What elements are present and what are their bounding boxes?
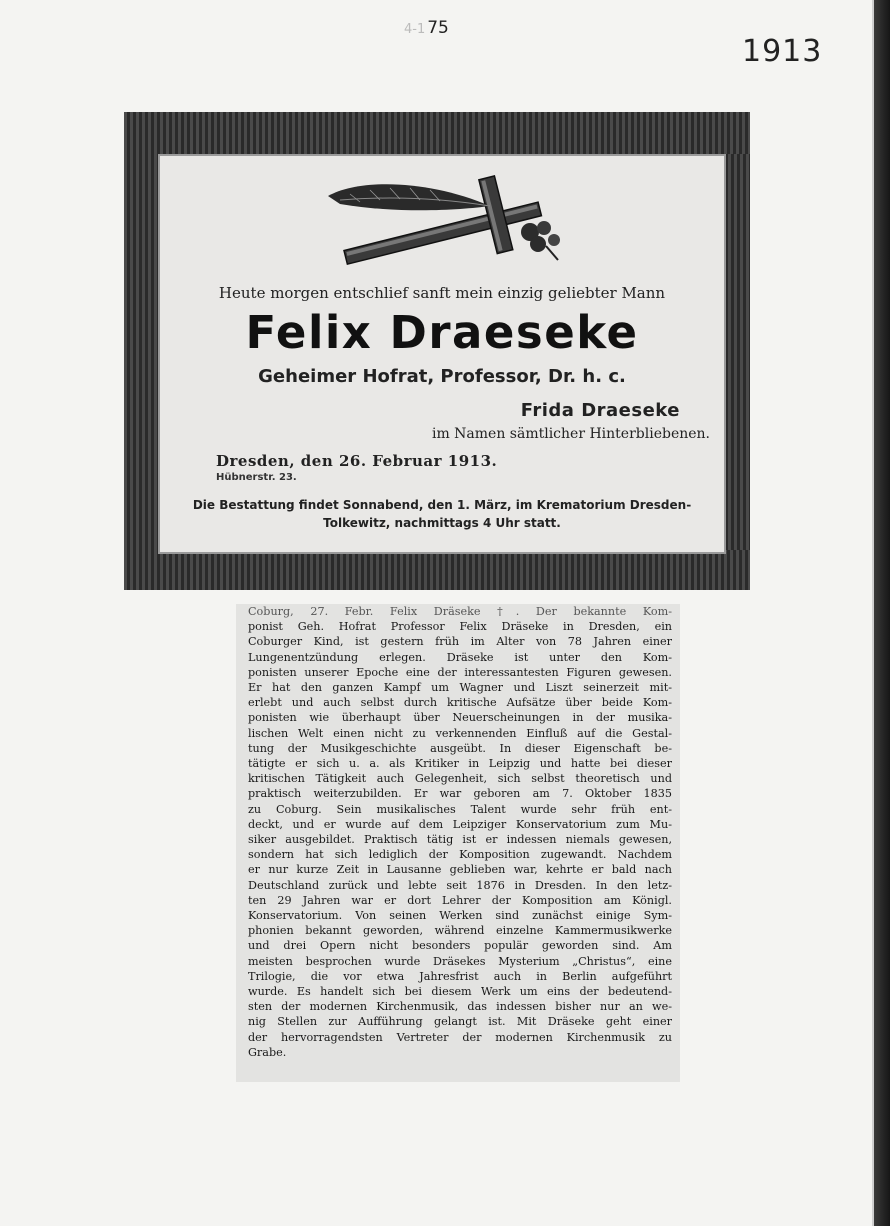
clipping-line: Konservatorium. Von seinen Werken sind zunächst einige Sym-: [248, 909, 672, 923]
clipping-line: ten 29 Jahren war er dort Lehrer der Komposition am Königl.: [248, 893, 672, 907]
clipping-line: Coburg, 27. Febr. Felix Dräseke †. Der bekannte Kom-: [248, 605, 672, 618]
year-annotation: 1913: [742, 34, 823, 69]
clipping-line: ponist Geh. Hofrat Professor Felix Dräseke in Dresden, ein: [248, 620, 672, 634]
newspaper-clipping: [236, 604, 680, 1082]
on-behalf-text: im Namen sämtlicher Hinterbliebenen.: [431, 426, 710, 442]
clipping-line: wurde. Es handelt sich bei diesem Werk um eins der bedeutend-: [248, 985, 672, 999]
clipping-line: tätigte er sich u. a. als Kritiker in Leipzig und hatte bei dieser: [248, 757, 672, 771]
clipping-line: siker ausgebildet. Praktisch tätig ist er indessen niemals gewesen,: [248, 833, 672, 847]
clipping-line: Trilogie, die vor etwa Jahresfrist auch in Berlin aufgeführt: [248, 969, 672, 983]
clipping-line: phonien bekannt geworden, während einzelne Kammermusikwerke: [248, 924, 672, 938]
widow-name: Frida Draeseke: [520, 400, 680, 421]
address: Hübnerstr. 23.: [216, 472, 297, 483]
funeral-info-line: Die Bestattung findet Sonnabend, den 1. März, im Krematorium Dresden-: [192, 498, 692, 512]
death-notice-clipping: [124, 112, 750, 590]
clipping-line: meisten besprochen wurde Dräsekes Mysterium „Christus“, eine: [248, 954, 672, 968]
notice-border-top: [124, 112, 750, 154]
clipping-line: sten der modernen Kirchenmusik, das indessen bisher nur an we-: [248, 1000, 672, 1014]
clipping-line: sondern hat sich lediglich der Komposition zugewandt. Nachdem: [248, 848, 672, 862]
clipping-line: deckt, und er wurde auf dem Leipziger Konservatorium zum Mu-: [248, 817, 672, 831]
clipping-line: nig Stellen zur Aufführung gelangt ist. Mit Dräseke geht einer: [248, 1015, 672, 1029]
funeral-info: [170, 496, 714, 532]
page-number-annotation: [404, 18, 449, 38]
place-date: Dresden, den 26. Februar 1913.: [216, 452, 498, 470]
clipping-line: Deutschland zurück und lebte seit 1876 in Dresden. In den letz-: [248, 878, 672, 892]
notice-border-left: [124, 154, 158, 550]
clipping-line: ponisten wie überhaupt über Neuerscheinungen in der musika-: [248, 711, 672, 725]
clipping-line: und drei Opern nicht besonders populär geworden sind. Am: [248, 939, 672, 953]
cross-with-palm-icon: [320, 166, 580, 266]
clipping-line: Coburger Kind, ist gestern früh im Alter von 78 Jahren einer: [248, 635, 672, 649]
deceased-name: Felix Draeseke: [245, 306, 639, 359]
notice-border-bottom: [124, 550, 750, 590]
funeral-info-line: Tolkewitz, nachmittags 4 Uhr statt.: [323, 516, 561, 530]
clipping-line: er nur kurze Zeit in Lausanne geblieben war, kehrte er bald nach: [248, 863, 672, 877]
page-number-faint: 4-1: [404, 22, 426, 37]
clipping-line: ponisten unserer Epoche eine der interessantesten Figuren gewesen.: [248, 665, 672, 679]
page-number-value: 75: [427, 18, 449, 38]
clipping-line: zu Coburg. Sein musikalisches Talent wurde sehr früh ent-: [248, 802, 672, 816]
notice-panel: [158, 154, 726, 554]
clipping-line: lischen Welt einen nicht zu verkennenden Einfluß auf die Gestal-: [248, 726, 672, 740]
clipping-line: erlebt und auch selbst durch kritische Aufsätze über beide Kom-: [248, 696, 672, 710]
clipping-line: Grabe.: [248, 1045, 287, 1059]
clipping-line: Er hat den ganzen Kampf um Wagner und Liszt seinerzeit mit-: [248, 681, 672, 695]
deceased-titles: Geheimer Hofrat, Professor, Dr. h. c.: [258, 366, 626, 387]
notice-border-right: [722, 154, 750, 550]
clipping-line: Lungenentzündung erlegen. Dräseke ist unter den Kom-: [248, 650, 672, 664]
notice-intro-text: Heute morgen entschlief sanft mein einzig geliebter Mann: [218, 284, 666, 302]
clipping-line: praktisch weiterzubilden. Er war geboren am 7. Oktober 1835: [248, 787, 672, 801]
scan-edge-shadow: [874, 0, 890, 1226]
clipping-line: kritischen Tätigkeit auch Gelegenheit, sich selbst theoretisch und: [248, 772, 672, 786]
clipping-line: der hervorragendsten Vertreter der modernen Kirchenmusik zu: [248, 1030, 672, 1044]
clipping-line: tung der Musikgeschichte ausgeübt. In dieser Eigenschaft be-: [248, 741, 672, 755]
